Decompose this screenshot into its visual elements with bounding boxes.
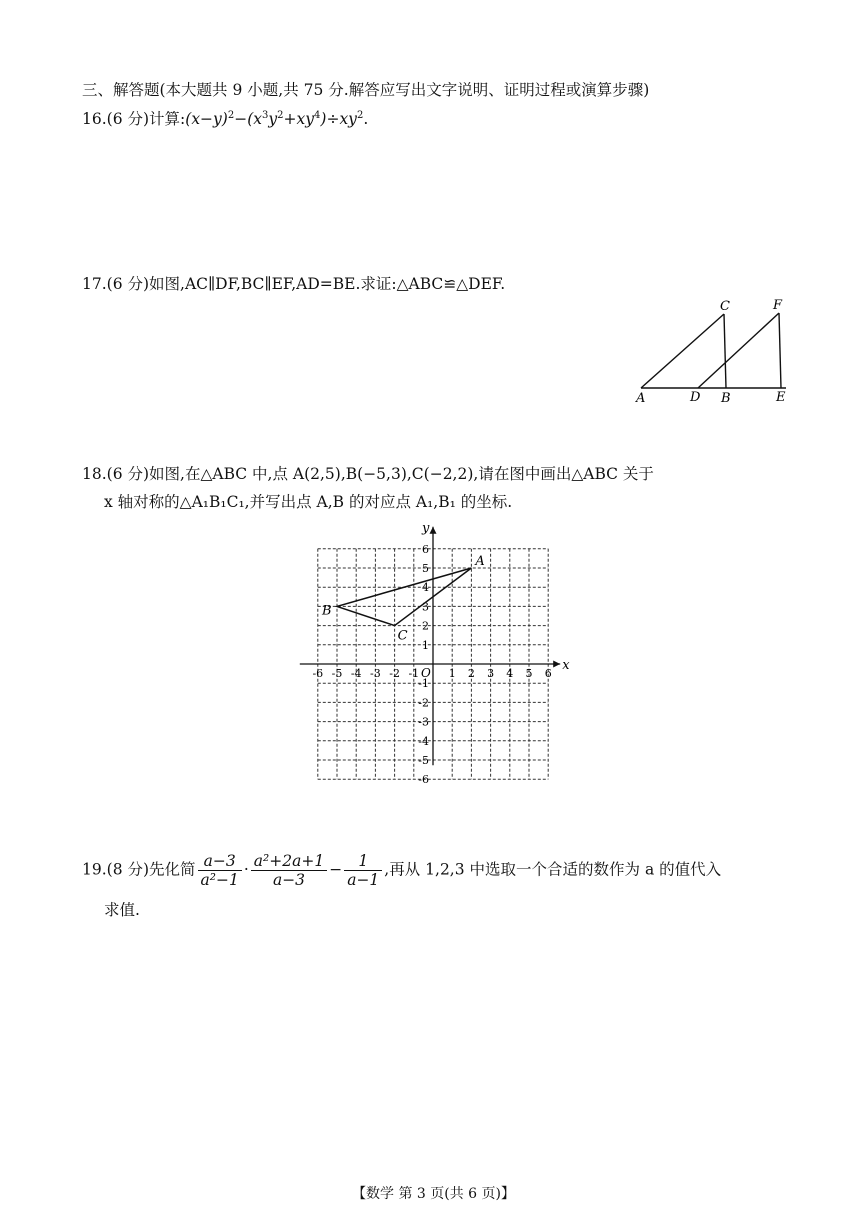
q19-f1-denominator: a²−1 [200, 871, 239, 889]
y-tick-label: 1 [422, 638, 429, 652]
x-tick-label: 4 [506, 667, 514, 680]
point-label-b: B [322, 603, 332, 619]
question-16 [82, 106, 368, 129]
q19-prefix: 19.(8 分)先化简 [82, 860, 196, 879]
x-axis-arrow [553, 661, 560, 668]
q16-close-div: )÷xy [320, 110, 357, 129]
x-tick-label: 2 [467, 667, 475, 680]
q16-plus-xy: +xy [283, 110, 315, 129]
y-tick-label: -2 [418, 696, 429, 710]
q17-label-c: C [720, 299, 730, 314]
q16-exp2c: 2 [356, 110, 364, 121]
x-tick-label: -1 [408, 667, 420, 680]
question-18-line1: 18.(6 分)如图,在△ABC 中,点 A(2,5),B(−5,3),C(−2,2),请在图中画出△ABC 关于 [82, 465, 654, 483]
q17-label-d: D [690, 390, 701, 405]
coordinate-grid [290, 515, 580, 800]
x-tick-label: -6 [312, 667, 324, 680]
q16-prefix: 16.(6 分)计算: [82, 110, 186, 129]
triangle-abc [337, 568, 471, 626]
point-label-a: A [475, 554, 485, 569]
q19-f2-denominator: a−3 [272, 871, 306, 889]
q16-exp3: 3 [262, 110, 269, 121]
q19-fraction-1 [198, 852, 242, 889]
q19-suffix: ,再从 1,2,3 中选取一个合适的数作为 a 的值代入 [384, 860, 722, 879]
x-tick-label: 1 [448, 667, 456, 680]
x-tick-label: -4 [350, 667, 362, 680]
question-19-line2: 求值. [104, 901, 140, 919]
q19-f3-numerator: 1 [344, 852, 382, 871]
q17-label-e: E [776, 390, 786, 405]
q17-segment-df [698, 313, 779, 388]
q17-label-b: B [721, 391, 731, 406]
q16-exp2: 2 [227, 110, 235, 121]
q17-segment-ac [641, 314, 724, 388]
q17-label-a: A [636, 391, 646, 406]
x-tick-label: 5 [525, 667, 533, 680]
x-axis-label: x [562, 658, 570, 673]
y-tick-label: 4 [422, 581, 429, 595]
q16-expr-a: (x−y) [185, 110, 228, 129]
y-axis-label: y [422, 520, 430, 536]
y-tick-label: -5 [418, 754, 429, 767]
x-tick-label: 6 [544, 667, 552, 680]
q19-dot: · [243, 860, 249, 879]
q17-label-f: F [773, 298, 783, 313]
q19-f1-numerator: a−3 [198, 852, 242, 871]
q17-segment-cb [724, 314, 726, 388]
page-footer: 【数学 第 3 页(共 6 页)】 [352, 1186, 515, 1202]
q16-end: . [363, 110, 369, 129]
y-tick-label: 2 [422, 619, 429, 633]
y-tick-label: 5 [422, 562, 429, 575]
y-tick-label: -6 [418, 773, 429, 787]
x-tick-label: -3 [370, 667, 381, 680]
y-tick-label: 3 [422, 600, 429, 614]
question-19 [82, 852, 721, 889]
q16-minus-open: −(x [234, 110, 263, 129]
q16-exp4: 4 [314, 110, 321, 121]
question-18-line2: x 轴对称的△A₁B₁C₁,并写出点 A,B 的对应点 A₁,B₁ 的坐标. [104, 493, 513, 511]
q19-f2-numerator: a²+2a+1 [251, 852, 327, 871]
y-tick-label: -1 [418, 677, 429, 691]
q16-y: y [268, 110, 278, 129]
y-axis-arrow [430, 527, 437, 534]
y-tick-label: -4 [418, 734, 429, 748]
q17-segment-fe [779, 313, 781, 388]
q17-figure [628, 295, 798, 410]
y-tick-label: -3 [418, 715, 429, 729]
y-tick-label: 6 [422, 542, 429, 556]
point-label-c: C [397, 628, 408, 644]
section-heading: 三、解答题(本大题共 9 小题,共 75 分.解答应写出文字说明、证明过程或演算步骤) [82, 81, 650, 99]
x-tick-label: -5 [331, 667, 343, 680]
q19-fraction-3 [344, 852, 382, 889]
q19-fraction-2 [251, 852, 327, 889]
origin-label: O [421, 666, 431, 680]
q19-f3-denominator: a−1 [347, 871, 380, 889]
q19-minus: − [329, 860, 343, 879]
question-17: 17.(6 分)如图,AC∥DF,BC∥EF,AD=BE.求证:△ABC≌△DEF. [82, 275, 506, 293]
q16-exp2b: 2 [277, 110, 284, 121]
x-tick-label: -2 [389, 667, 400, 680]
x-tick-label: 3 [487, 667, 495, 680]
